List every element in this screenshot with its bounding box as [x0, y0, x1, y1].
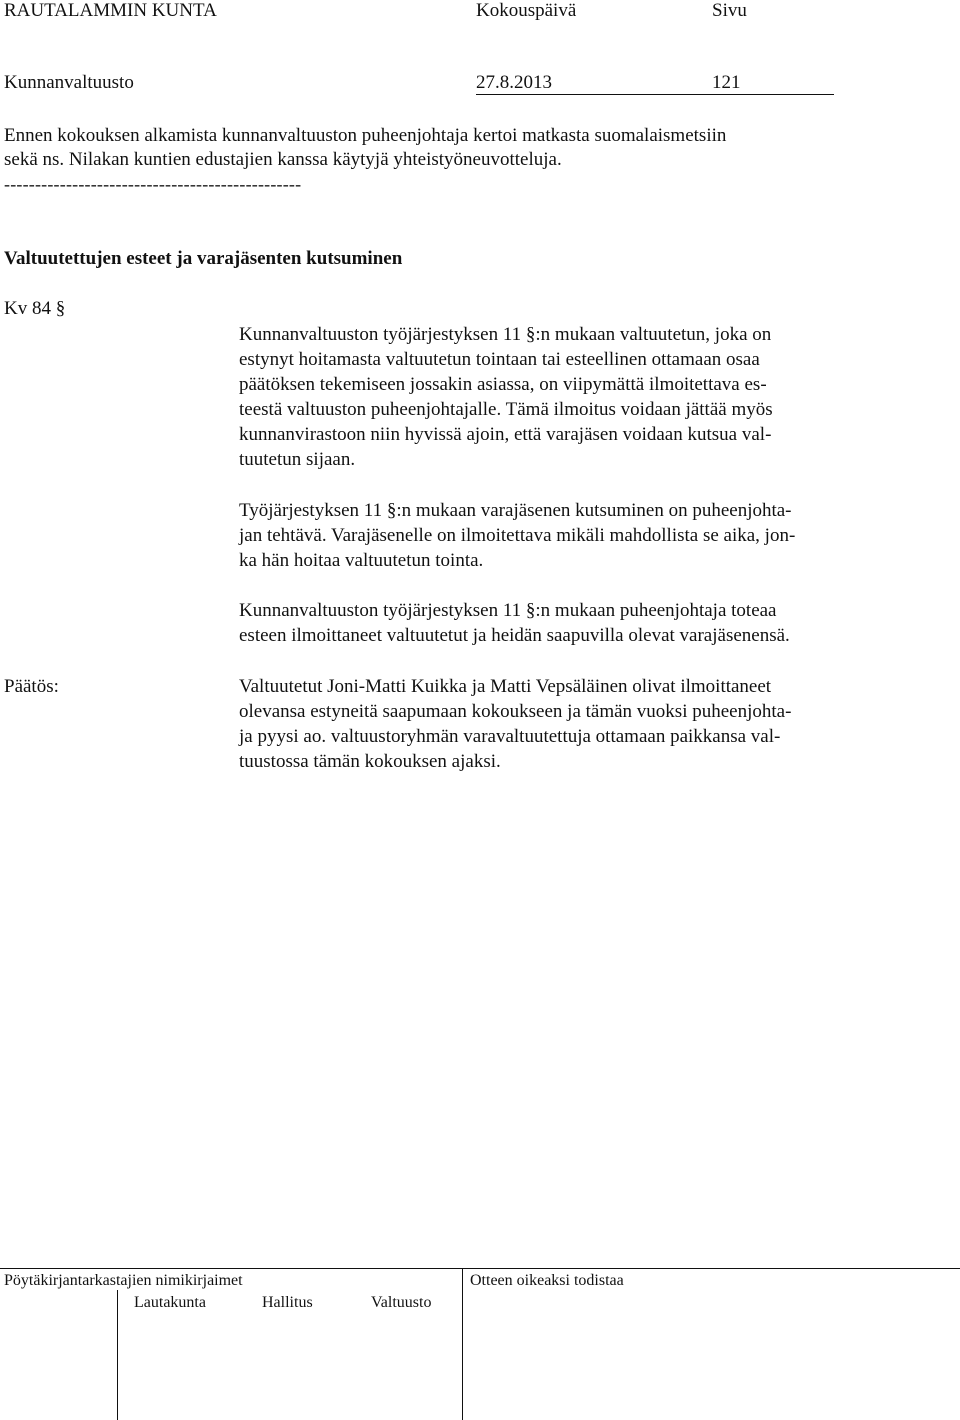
footer-column-divider — [462, 1268, 463, 1420]
paragraph-line: Työjärjestyksen 11 §:n mukaan varajäsenen kutsuminen on puheenjohta- — [239, 500, 792, 521]
paragraph-line: estynyt hoitamasta valtuutetun tointaan tai esteellinen ottamaan osaa — [239, 349, 760, 370]
paragraph-line: esteen ilmoittaneet valtuutetut ja heidän saapuvilla olevat varajäsenensä. — [239, 625, 790, 646]
body-name: Kunnanvaltuusto — [4, 72, 134, 93]
section-number: Kv 84 § — [4, 298, 66, 319]
decision-line: ja pyysi ao. valtuustoryhmän varavaltuutettuja ottamaan paikkansa val- — [239, 726, 781, 747]
decision-line: tuustossa tämän kokouksen ajaksi. — [239, 751, 501, 772]
paragraph-line: teestä valtuuston puheenjohtajalle. Tämä ilmoitus voidaan jättää myös — [239, 399, 773, 420]
intro-line: Ennen kokouksen alkamista kunnanvaltuuston puheenjohtaja kertoi matkasta suomalaismetsiin — [4, 125, 727, 146]
signature-column-council: Valtuusto — [371, 1294, 432, 1311]
paragraph-line: Kunnanvaltuuston työjärjestyksen 11 §:n mukaan puheenjohtaja toteaa — [239, 600, 777, 621]
paragraph-2 — [239, 498, 899, 573]
paragraph-line: ka hän hoitaa valtuutetun tointa. — [239, 550, 484, 571]
intro-text — [4, 124, 904, 172]
meta-underline — [476, 94, 834, 95]
meeting-date-label: Kokouspäivä — [476, 0, 577, 21]
meeting-date: 27.8.2013 — [476, 72, 552, 93]
decision-label: Päätös: — [4, 676, 59, 697]
paragraph-line: Kunnanvaltuuston työjärjestyksen 11 §:n mukaan valtuutetun, joka on — [239, 324, 772, 345]
footer-left-divider — [117, 1290, 118, 1420]
decision-text — [239, 674, 899, 774]
paragraph-line: jan tehtävä. Varajäsenelle on ilmoitettava mikäli mahdollista se aika, jon- — [239, 525, 796, 546]
paragraph-line: päätöksen tekemiseen jossakin asiassa, on viipymättä ilmoitettava es- — [239, 374, 767, 395]
separator-line: ------------------------------------------------ — [4, 174, 302, 194]
signatures-label: Pöytäkirjantarkastajien nimikirjaimet — [4, 1272, 243, 1289]
copy-certification-label: Otteen oikeaksi todistaa — [470, 1272, 624, 1289]
page-label: Sivu — [712, 0, 747, 21]
signature-column-government: Hallitus — [262, 1294, 313, 1311]
organization-name: RAUTALAMMIN KUNTA — [4, 0, 217, 21]
decision-line: Valtuutetut Joni-Matti Kuikka ja Matti Vepsäläinen olivat ilmoittaneet — [239, 676, 772, 697]
paragraph-line: tuutetun sijaan. — [239, 449, 356, 470]
decision-line: olevansa estyneitä saapumaan kokoukseen ja tämän vuoksi puheenjohta- — [239, 701, 792, 722]
paragraph-line: kunnanvirastoon niin hyvissä ajoin, että varajäsen voidaan kutsua val- — [239, 424, 772, 445]
footer-divider — [0, 1268, 960, 1269]
section-title: Valtuutettujen esteet ja varajäsenten kutsuminen — [4, 248, 403, 269]
paragraph-3 — [239, 598, 899, 648]
intro-line: sekä ns. Nilakan kuntien edustajien kanssa käytyjä yhteistyöneuvotteluja. — [4, 149, 562, 170]
signature-column-board: Lautakunta — [134, 1294, 206, 1311]
paragraph-1 — [239, 322, 899, 472]
page-number: 121 — [712, 72, 741, 93]
